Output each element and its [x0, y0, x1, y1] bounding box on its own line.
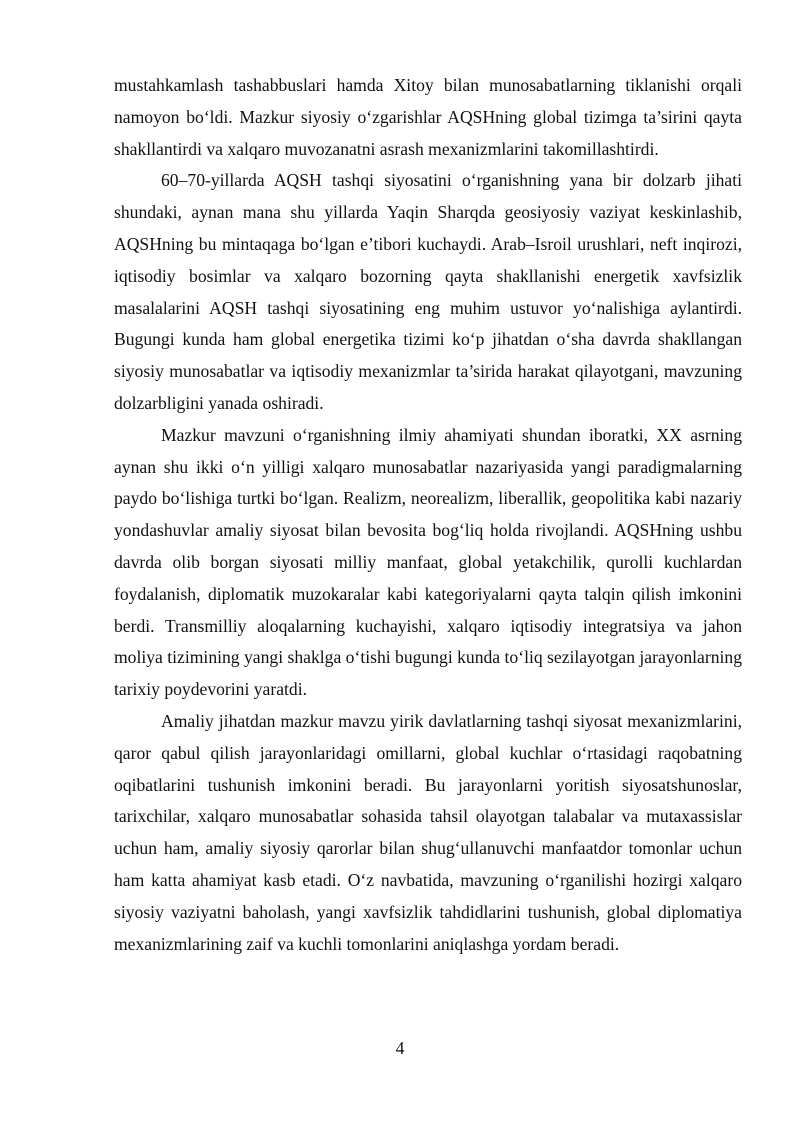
paragraph-middle-east-relevance: 60–70-yillarda AQSH tashqi siyosatini oʻrganishning yana bir dolzarb jihati shundaki, aynan mana shu yillarda Yaqin Sharqda geosiyosiy vaziyat keskinlashib, AQSHning bu mintaqaga boʻlgan e’tibori kuchaydi. Arab–Isroil urushlari, neft inqirozi, iqtisodiy bosimlar va xalqaro bozorning qayta shakllanishi energetik xavfsizlik masalalarini AQSH tashqi siyosatining eng muhim ustuvor yoʻnalishiga aylantirdi. Bugungi kunda ham global energetika tizimi koʻp jihatdan oʻsha davrda shakllangan siyosiy munosabatlar va iqtisodiy mexanizmlar ta’sirida harakat qilayotgani, mavzuning dolzarbligini yanada oshiradi.	[114, 170, 742, 413]
page-number: 4	[395, 1038, 405, 1058]
paragraph-continuation: mustahkamlash tashabbuslari hamda Xitoy bilan munosabatlarning tiklanishi orqali namoyon boʻldi. Mazkur siyosiy oʻzgarishlar AQSHning global tizimga ta’sirini qayta shakllantirdi va xalqaro muvozanatni asrash mexanizmlarini takomillashtirdi.	[114, 75, 742, 159]
paragraph-practical-significance: Amaliy jihatdan mazkur mavzu yirik davlatlarning tashqi siyosat mexanizmlarini, qaror qabul qilish jarayonlaridagi omillarni, global kuchlar oʻrtasidagi raqobatning oqibatlarini tushunish imkonini beradi. Bu jarayonlarni yoritish siyosatshunoslar, tarixchilar, xalqaro munosabatlar sohasida tahsil olayotgan talabalar va mutaxassislar uchun ham, amaliy siyosiy qarorlar bilan shugʻullanuvchi manfaatdor tomonlar uchun ham katta ahamiyat kasb etadi. Oʻz navbatida, mavzuning oʻrganilishi hozirgi xalqaro siyosiy vaziyatni baholash, yangi xavfsizlik tahdidlarini tushunish, global diplomatiya mexanizmlarining zaif va kuchli tomonlarini aniqlashga yordam beradi.	[114, 710, 742, 954]
paragraph-scientific-significance: Mazkur mavzuni oʻrganishning ilmiy ahamiyati shundan iboratki, XX asrning aynan shu ikki oʻn yilligi xalqaro munosabatlar nazariyasida yangi paradigmalarning paydo boʻlishiga turtki boʻlgan. Realizm, neorealizm, liberallik, geopolitika kabi nazariy yondashuvlar amaliy siyosat bilan bevosita bogʻliq holda rivojlandi. AQSHning ushbu davrda olib borgan siyosati milliy manfaat, global yetakchilik, qurolli kuchlardan foydalanish, diplomatik muzokaralar kabi kategoriyalarni qayta talqin qilish imkonini berdi. Transmilliy aloqalarning kuchayishi, xalqaro iqtisodiy integratsiya va jahon moliya tizimining yangi shaklga oʻtishi bugungi kunda toʻliq sezilayotgan jarayonlarning tarixiy poydevorini yaratdi.	[114, 424, 742, 700]
page-body	[114, 70, 742, 960]
